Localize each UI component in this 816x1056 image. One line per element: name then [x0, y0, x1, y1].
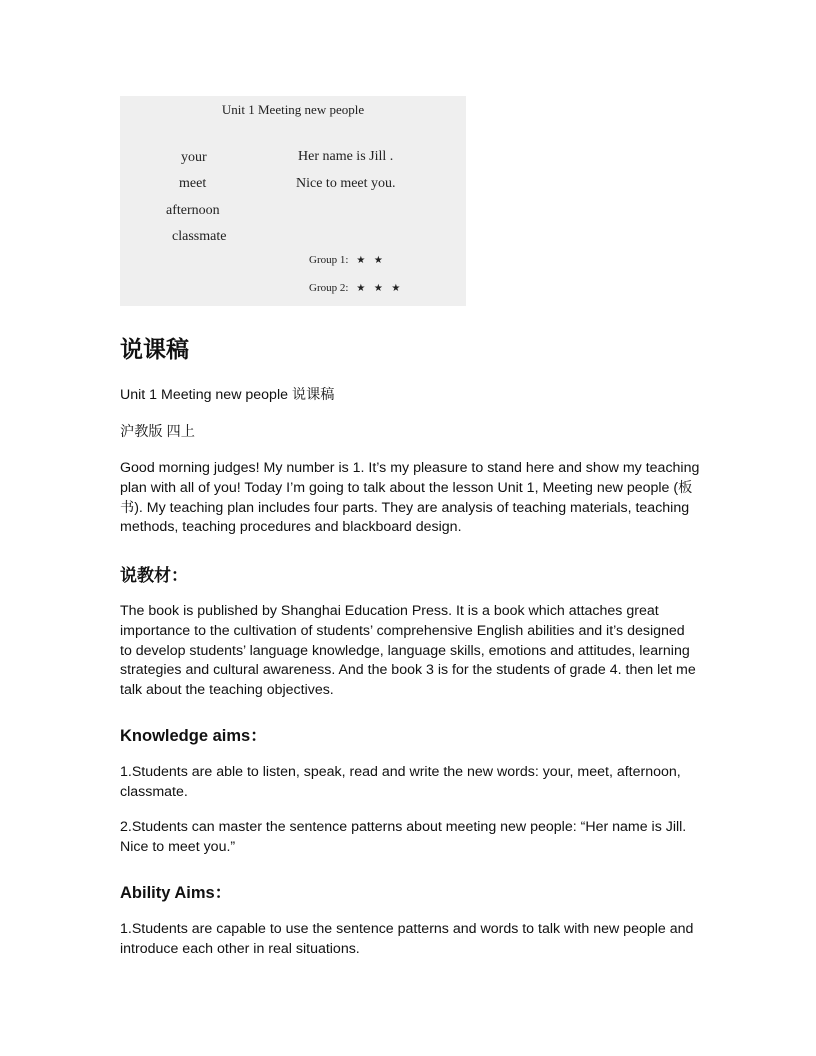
blackboard-figure	[120, 96, 466, 306]
page-title: 说课稿	[120, 337, 189, 363]
section-heading-materials: 说教材：	[120, 566, 188, 586]
board-word: meet	[179, 176, 207, 191]
section-heading-knowledge-aims: Knowledge aims：	[120, 727, 267, 745]
edition-label: 沪教版 四上	[120, 424, 195, 440]
board-title: Unit 1 Meeting new people	[221, 102, 365, 117]
board-group-score	[309, 282, 403, 294]
section-heading-ability-aims: Ability Aims：	[120, 884, 232, 902]
ability-aim-item: 1.Students are capable to use the sentence patterns and words to talk with new people and introduce each other in real situations.	[120, 921, 694, 957]
board-group-score	[309, 254, 386, 266]
board-sentence: Nice to meet you.	[296, 176, 396, 191]
knowledge-aim-item: 1.Students are able to listen, speak, read and write the new words: your, meet, afternoon, classmate.	[120, 764, 681, 800]
group-label: Group 1:	[309, 254, 349, 266]
intro-paragraph: Good morning judges! My number is 1. It’s my pleasure to stand here and show my teaching plan with all of you! Today I’m going to talk about the lesson Unit 1, Meeting new people (板书). My teaching plan includes four parts. They are analysis of teaching materials, teaching methods, teaching procedures and blackboard design.	[120, 460, 700, 536]
star-rating-icon: ★ ★	[356, 255, 386, 266]
board-word: your	[181, 150, 207, 165]
star-rating-icon: ★ ★ ★	[356, 283, 404, 294]
group-label: Group 2:	[309, 282, 349, 294]
board-sentence: Her name is Jill .	[298, 149, 394, 164]
board-word: classmate	[172, 229, 227, 244]
board-word: afternoon	[166, 203, 220, 218]
materials-paragraph: The book is published by Shanghai Education Press. It is a book which attaches great importance to the cultivation of students’ comprehensive English abilities and it’s designed to develop students’ language knowledge, language skills, emotions and attitudes, learning strategies and cultural awareness. And the book 3 is for the students of grade 4. then let me talk about the teaching objectives.	[120, 603, 696, 699]
subtitle: Unit 1 Meeting new people 说课稿	[120, 387, 335, 403]
knowledge-aim-item: 2.Students can master the sentence patterns about meeting new people: “Her name is Jill. Nice to meet you.”	[120, 819, 687, 855]
